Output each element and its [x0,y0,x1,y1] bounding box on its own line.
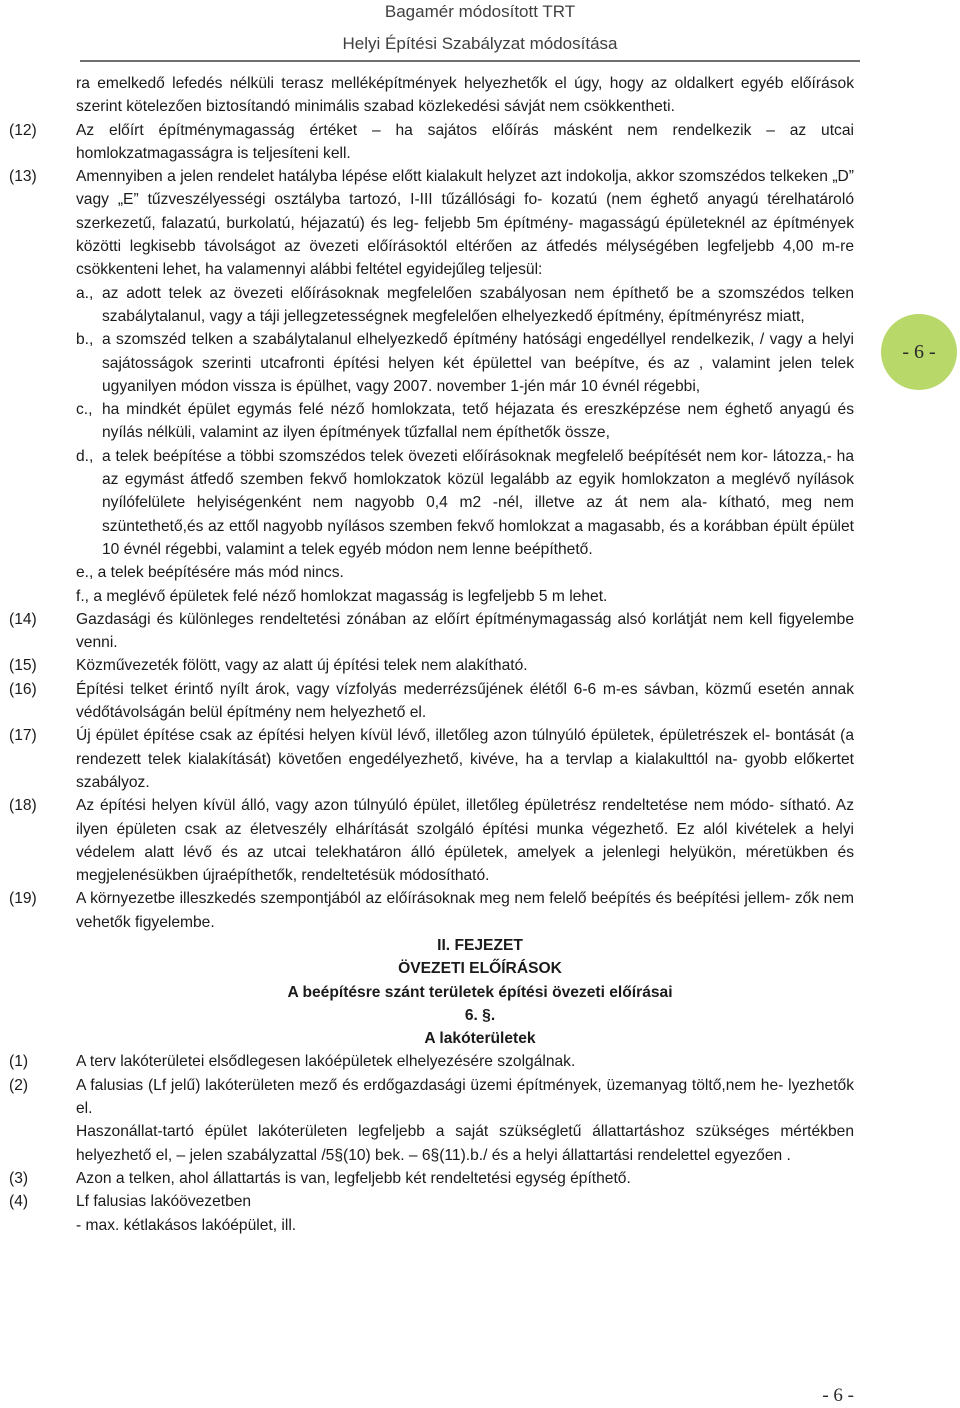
paragraph-text: Közművezeték fölött, vagy az alatt új építési telek nem alakítható. [76,657,528,675]
paragraph-text: Haszonállat-tartó épület lakóterületen legfeljebb a saját szükségletű állattartáshoz szükséges mértékben helyezhető el, – jelen szabályzattal /5§(10) bek. – 6§(11).b./ és a helyi állattartási rendelettel egyezően . [76,1123,854,1164]
condition-text: e., a telek beépítésére más mód nincs. [76,564,344,582]
section-number: 6. §. [464,1006,496,1024]
paragraph-text: Gazdasági és különleges rendeltetési zónában az előírt építménymagasság alsó korlátját nem kell figyelembe venni. [76,610,854,652]
chapter-title: II. FEJEZET [437,936,523,954]
paragraph-18 [0,794,960,887]
section-paragraph-2 [0,1074,960,1121]
condition-text: ha mindkét épület egymás felé néző homlokzata, tető héjazata és ereszképzése nem éghető anyagú és nyílás nélküli, valamint az ilyen építmények tűzfallal nem építhetők össze, [102,401,854,442]
document-body [0,72,960,1237]
paragraph-number: (18) [9,797,37,815]
footer-page-number: - 6 - [822,1385,854,1406]
chapter-heading: A beépítésre szánt területek építési övezeti előírásai [287,983,673,1001]
condition-label: a., [76,284,94,302]
section-paragraph-3 [0,1167,960,1190]
section-paragraph-4-item [0,1214,960,1237]
paragraph-text: Az építési helyen kívül álló, vagy azon túlnyúló épület, illetőleg épületrész rendeltetése nem módo- sítható. Az ilyen épületen csak az életveszély elhárítását szolgáló építési munka végezhető. Ez alól kivételek a helyi védelem alatt lévő és az utcai telekhatáron álló épületek, amelyek a jelenlegi helyükön, méretükben és megjelenésükben újraépíthetők, rendeltetésük módosítható. [76,797,854,885]
header-divider [80,60,860,62]
section-paragraph-1 [0,1050,960,1073]
running-header-title: Bagamér módosított TRT [384,2,576,21]
intro-paragraph [0,72,960,119]
condition-label: d., [76,447,94,465]
condition-b [76,328,854,398]
chapter-subtitle: ÖVEZETI ELŐÍRÁSOK [398,960,562,978]
condition-text: a szomszéd telken a szabálytalanul elhelyezkedő építmény hatósági engedéllyel rendelkezik, / vagy a helyi sajátosságok szerinti utcafronti építési helyen két épülettel van beépítve, és az , valamint jelen telek ugyanilyen módon vissza is épülhet, vagy 2007. november 1-jén már 10 évnél régebbi, [102,331,854,395]
paragraph-13 [0,165,960,281]
paragraph-number: (16) [9,680,37,698]
condition-a [76,282,854,329]
paragraph-number: (17) [9,727,37,745]
condition-d [76,445,854,561]
paragraph-number: (13) [9,168,37,186]
paragraph-number: (19) [9,890,37,908]
paragraph-text: Építési telket érintő nyílt árok, vagy vízfolyás mederrézsűjének élétől 6-6 m-es sávban, közmű esetén annak védőtávolságán belül építmény nem helyezhető el. [76,680,854,722]
paragraph-text: Azon a telken, ahol állattartás is van, legfeljebb két rendeltetési egység építhető. [76,1169,631,1187]
paragraph-text: ra emelkedő lefedés nélküli terasz melléképítmények helyezhetők el úgy, hogy az oldalkert egyéb előírások szerint kötelezően biztosítandó minimális szabad közlekedési sávját nem csökkentheti. [76,75,854,116]
condition-text: f., a meglévő épületek felé néző homlokzat magasság is legfeljebb 5 m lehet. [76,587,608,605]
condition-label: b., [76,331,94,349]
paragraph-text: A környezetbe illeszkedés szempontjából az előírásoknak meg nem felelő beépítés és beépítési jellem- zők nem vehetők figyelembe. [76,890,854,931]
paragraph-number: (14) [9,610,37,628]
condition-c [76,398,854,445]
paragraph-14 [0,608,960,655]
paragraph-number: (12) [9,121,37,139]
paragraph-text: Lf falusias lakóövezetben [76,1193,252,1211]
running-header-subtitle: Helyi Építési Szabályzat módosítása [342,34,618,53]
paragraph-text: Az előírt építménymagasság értéket – ha sajátos előírás másként nem rendelkezik – az utcai homlokzatmagasságra is teljesíteni kell. [76,121,854,162]
condition-f [76,585,854,608]
paragraph-text: A terv lakóterületei elsődlegesen lakóépületek elhelyezésére szolgálnak. [76,1053,576,1071]
page-number-badge: - 6 - [881,314,957,390]
condition-text: a telek beépítése a többi szomszédos telek övezeti előírásoknak megfelelő beépítését nem kor- látozza,- ha az egymást átfedő szemben fekvő homlokzatok közül legalább az egyik homlokzaton a meglévő nyílások nyílófelülete helyiségenként nem nagyobb 0,4 m2 -nél, illetve az át nem ala- kítható, meg nem szüntethető,és az ettől nagyobb nyílásos szemben fekvő homlokzat a magasabb, és a korábban épült épület 10 évnél régebbi, valamint a telek egyéb módon nem lenne beépíthető. [102,447,854,558]
paragraph-number: (1) [9,1053,29,1071]
condition-e [76,561,854,584]
paragraph-15 [0,654,960,677]
paragraph-text: Amennyiben a jelen rendelet hatályba lépése előtt kialakult helyzet azt indokolja, akkor szomszédos telkeken „D” vagy „E” tűzveszélyességi osztályba tartozó, I-III tűzállósági fo- kozatú (nem éghető anyagú térelhatároló szerkezetű, falazatú, burkolatú, héjazatú) és leg- feljebb 5m építmény- magasságú épületeknél az építmények közötti legkisebb távolságot az övezeti előírásoktól eltérően az átfedés mélységében legfeljebb 4,00 m-re csökkenteni lehet, ha valamennyi alábbi feltétel egyidejűleg teljesül: [76,168,854,279]
paragraph-number: (4) [9,1193,29,1211]
section-paragraph-2-continued [0,1120,960,1167]
list-item-text: - max. kétlakásos lakóépület, ill. [76,1216,297,1234]
condition-text: az adott telek az övezeti előírásoknak megfelelően szabályosan nem építhető be a szomszédos telken szabálytalanul, vagy a táji jellegzetességnek megfelelően elhelyezkedő építmény, építményrész miatt, [102,284,854,325]
paragraph-number: (2) [9,1076,29,1094]
paragraph-number: (3) [9,1169,29,1187]
paragraph-17 [0,724,960,794]
paragraph-16 [0,678,960,725]
section-paragraph-4 [0,1190,960,1213]
paragraph-text: A falusias (Lf jelű) lakóterületen mező és erdőgazdasági üzemi építmények, üzemanyag töltő,nem he- lyezhetők el. [76,1076,854,1118]
paragraph-12 [0,119,960,166]
paragraph-19 [0,887,960,934]
condition-label: c., [76,401,93,419]
paragraph-text: Új épület építése csak az építési helyen kívül lévő, illetőleg azon túlnyúló épületek, épületrészek el- bontását (a rendezett telek kialakítását) követően engedélyezhető, kivéve, ha a tervlap a kialakulttól na- gyobb előkertet szabályoz. [76,727,854,791]
section-title: A lakóterületek [424,1030,536,1048]
paragraph-number: (15) [9,657,37,675]
